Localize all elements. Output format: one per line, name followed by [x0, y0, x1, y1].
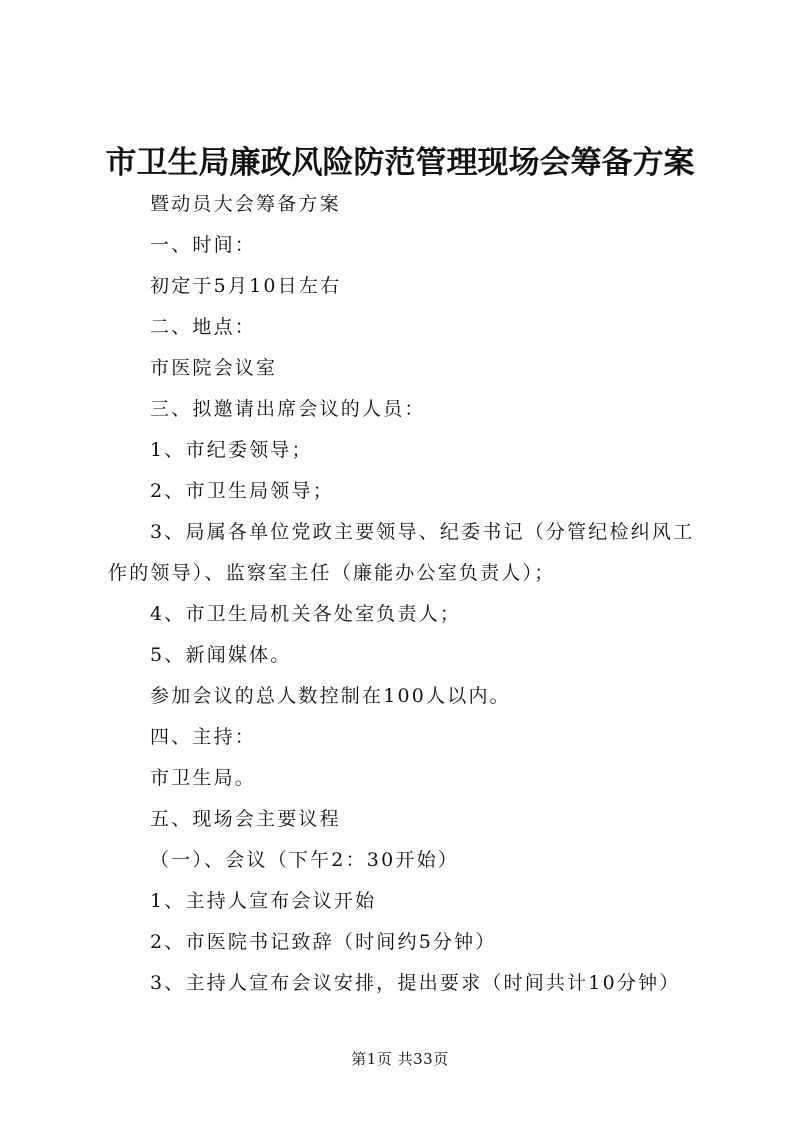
page-footer: 第1页 共33页 — [351, 1050, 449, 1068]
paragraph-attendee-3: 3、局属各单位党政主要领导、纪委书记（分管纪检纠风工作的领导）、监察室主任（廉能办公室负责人）； — [108, 521, 695, 584]
paragraph-location-value: 市医院会议室 — [150, 357, 278, 379]
paragraph-location-heading: 二、地点： — [150, 316, 257, 338]
paragraph-host-value: 市卫生局。 — [150, 767, 257, 789]
paragraph-agenda-meeting: （一）、会议（下午2：30开始） — [150, 849, 459, 871]
paragraph-agenda-item-3: 3、主持人宣布会议安排，提出要求（时间共计10分钟） — [150, 972, 681, 994]
paragraph-agenda-item-2: 2、市医院书记致辞（时间约5分钟） — [150, 931, 497, 953]
document-body — [108, 184, 698, 1004]
paragraph-subtitle: 暨动员大会筹备方案 — [150, 193, 341, 215]
paragraph-attendee-2: 2、市卫生局领导； — [150, 480, 334, 502]
paragraph-attendee-4: 4、市卫生局机关各处室负责人； — [150, 603, 462, 625]
paragraph-agenda-heading: 五、现场会主要议程 — [150, 808, 341, 830]
paragraph-time-value: 初定于5月10日左右 — [150, 275, 342, 297]
paragraph-attendee-total: 参加会议的总人数控制在100人以内。 — [150, 685, 511, 707]
paragraph-time-heading: 一、时间： — [150, 234, 257, 256]
paragraph-agenda-item-1: 1、主持人宣布会议开始 — [150, 890, 377, 912]
document-title: 市卫生局廉政风险防范管理现场会筹备方案 — [105, 145, 695, 181]
paragraph-attendees-heading: 三、拟邀请出席会议的人员： — [150, 398, 426, 420]
paragraph-attendee-5: 5、新闻媒体。 — [150, 644, 292, 666]
paragraph-attendee-1: 1、市纪委领导； — [150, 439, 313, 461]
paragraph-host-heading: 四、主持： — [150, 726, 257, 748]
